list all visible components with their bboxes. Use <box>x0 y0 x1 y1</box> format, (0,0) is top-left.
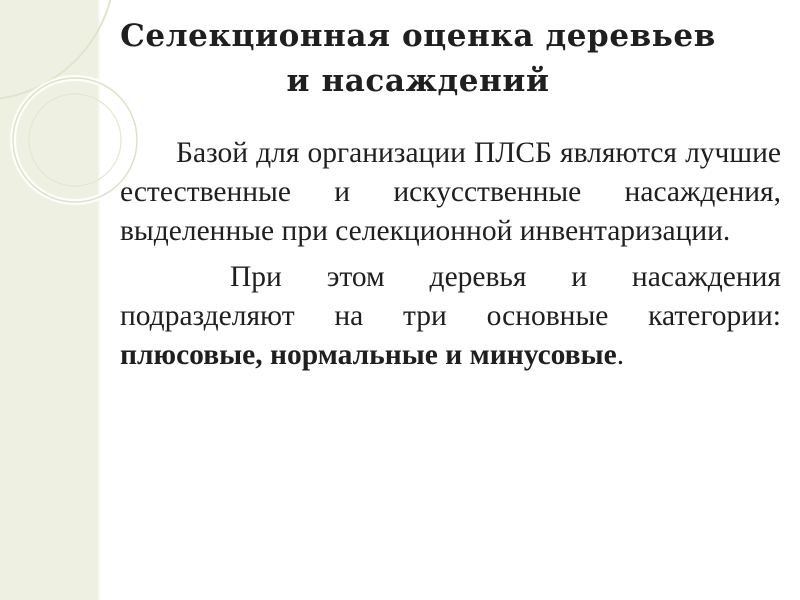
slide-title-line-1: Селекционная оценка деревьев <box>120 18 716 54</box>
slide-title <box>118 14 718 104</box>
paragraph-2-end: . <box>616 339 625 371</box>
slide-title-line-2: и насаждений <box>286 63 550 99</box>
paragraph-2-text: При этом деревья и насаждения подразделяют на три основные категории: <box>120 261 781 332</box>
categories-list: плюсовые, нормальные и минусовые <box>120 339 617 371</box>
paragraph-2 <box>120 258 781 375</box>
slide-body <box>120 134 781 375</box>
paragraph-1: Базой для организации ПЛСБ являются лучшие естественные и искусственные насаждения, выделенные при селекционной инвентаризации. <box>120 137 781 247</box>
